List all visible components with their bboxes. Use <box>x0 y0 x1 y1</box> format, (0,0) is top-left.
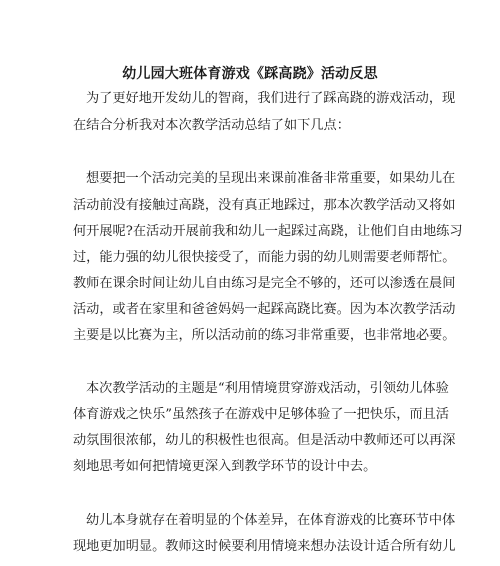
paragraph-line <box>0 429 500 453</box>
text-line: 想要把一个活动完美的呈现出来课前准备非常重要，如果幼儿在 <box>86 171 456 186</box>
text-line: 在结合分析我对本次教学活动总结了如下几点： <box>73 118 350 133</box>
text-line: 刻地思考如何把情境更深入到教学环节的设计中去。 <box>73 459 377 474</box>
text-line: 何开展呢?在活动开展前我和幼儿一起踩过高跷，让他们自由地练习 <box>73 224 463 239</box>
paragraph-line <box>0 377 500 401</box>
paragraph-line <box>0 298 500 322</box>
document-title: 幼儿园大班体育游戏《踩高跷》活动反思 <box>122 66 378 82</box>
text-line: 为了更好地开发幼儿的智商，我们进行了踩高跷的游戏活动，现 <box>86 91 456 106</box>
text-line: 过，能力强的幼儿很快接受了，而能力弱的幼儿则需要老师帮忙。 <box>73 250 456 265</box>
text-line: 动氛围很浓郁，幼儿的积极性也很高。但是活动中教师还可以再深 <box>73 433 456 448</box>
text-line: 本次教学活动的主题是“利用情境贯穿游戏活动，引领幼儿体验 <box>86 381 449 396</box>
text-line: 教师在课余时间让幼儿自由练习是完全不够的，还可以渗透在晨间 <box>73 276 456 291</box>
text-line: 活动，或者在家里和爸爸妈妈一起踩高跷比赛。因为本次教学活动 <box>73 302 456 317</box>
text-line: 活动前没有接触过高跷，没有真正地踩过，那本次教学活动又将如 <box>73 198 456 213</box>
paragraph-line <box>0 324 500 348</box>
paragraph-line <box>0 194 500 218</box>
paragraph-line <box>0 535 500 559</box>
paragraph-line <box>0 114 500 138</box>
text-line: 现地更加明显。教师这时候要利用情境来想办法设计适合所有幼儿 <box>73 539 456 554</box>
paragraph-line <box>0 220 500 244</box>
paragraph-line <box>0 403 500 427</box>
text-line: 幼儿本身就存在着明显的个体差异，在体育游戏的比赛环节中体 <box>86 513 456 528</box>
text-line: 体育游戏之快乐”虽然孩子在游戏中足够体验了一把快乐，而且活 <box>73 407 449 422</box>
paragraph-line <box>0 87 500 111</box>
text-line: 主要是以比赛为主，所以活动前的练习非常重要，也非常地必要。 <box>73 328 456 343</box>
paragraph-line <box>0 455 500 479</box>
paragraph-line <box>0 272 500 296</box>
paragraph-line <box>0 167 500 191</box>
paragraph-line <box>0 509 500 533</box>
paragraph-line <box>0 246 500 270</box>
